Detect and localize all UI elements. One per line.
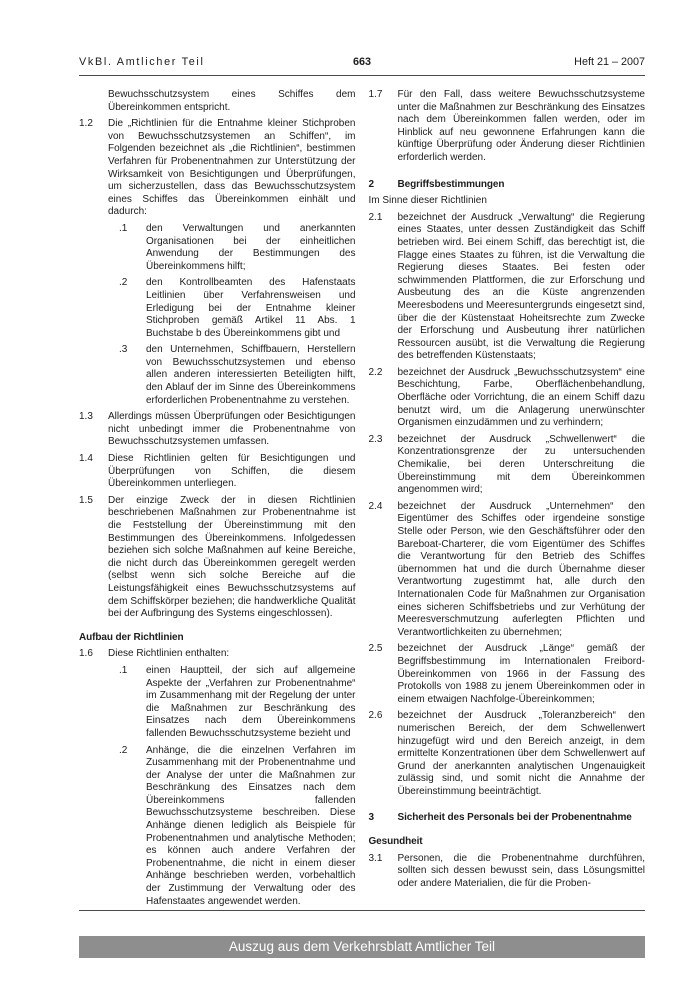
paragraph-text: Allerdings müssen Überprüfungen oder Besichtigungen nicht unbedingt immer die Probenentnahme von Bewuchsschutzsystemen umfassen. [108, 411, 356, 448]
paragraph-text: bezeichnet der Ausdruck „Länge“ gemäß der Begriffsbestimmung im Internationalen Freibord-Übereinkommen von 1966 in der Fassung des Protokolls von 1988 zu jenem Übereinkommen oder in einem etwaigen Nachfolge-Übereinkommen; [397, 643, 645, 705]
section-title: Begriffsbestimmungen [397, 178, 505, 190]
numbered-paragraph [369, 367, 646, 430]
paragraph-number: 2.1 [368, 211, 383, 223]
paragraph-number: 1.3 [79, 411, 93, 423]
sub-paragraph [119, 223, 356, 273]
issue-label: Heft 21 – 2007 [574, 56, 646, 68]
paragraph-number: .2 [119, 744, 128, 756]
right-column [369, 85, 646, 908]
sub-paragraph [119, 344, 356, 407]
two-column-body [79, 85, 645, 908]
numbered-paragraph [369, 89, 646, 165]
footer-rule [79, 910, 645, 911]
numbered-paragraph [369, 643, 646, 706]
paragraph-number: 1.7 [368, 89, 383, 100]
section-heading: Aufbau der Richtlinien [79, 631, 184, 643]
section-heading: Gesundheit [368, 836, 423, 848]
paragraph-text: bezeichnet der Ausdruck „Unternehmen“ den Eigentümer des Schiffes oder irgendeine sonstige Stelle oder Person, wie den Geschäftsführer oder den Bareboat-Charterer, die vom Eigentümer des Schiffes die Verantwortung für den Betrieb des Schiffes übernommen hat und die durch Übernahme dieser Verantwortung zugestimmt hat, alle durch den Internationalen Code für Maßnahmen zur Organisation eines sicheren Schiffsbetriebs und zur Verhütung der Meeresverschmutzung auferlegten Pflichten und Verantwortlichkeiten zu übernehmen; [397, 500, 645, 638]
paragraph-number: 1.5 [79, 494, 93, 506]
numbered-paragraph [79, 648, 356, 661]
paragraph-text: Diese Richtlinien gelten für Besichtigungen und Überprüfungen von Schiffen, die diesem Übereinkommen unterliegen. [108, 453, 356, 490]
sub-paragraph [119, 665, 356, 741]
section-number: 2 [368, 178, 374, 190]
paragraph: Im Sinne dieser Richtlinien [368, 195, 487, 207]
section-heading [369, 179, 646, 192]
paragraph-text: bezeichnet der Ausdruck „Bewuchsschutzsystem“ eine Beschichtung, Farbe, Oberflächenbehandlung, Oberfläche oder Vorrichtung, die an einem Schiff dazu benutzt wird, um die Anlagerung unerwünschter Organismen einzudämmen und zu verhindern; [397, 366, 645, 429]
numbered-paragraph [79, 411, 356, 449]
paragraph-number: 1.6 [79, 648, 93, 660]
section-title: Sicherheit des Personals bei der Probenentnahme [397, 812, 632, 824]
left-column [79, 85, 356, 908]
paragraph-text: Diese Richtlinien enthalten: [108, 648, 230, 660]
numbered-paragraph [369, 710, 646, 798]
paragraph-text: Bewuchsschutzsystem eines Schiffes dem Übereinkommen entspricht. [108, 89, 356, 113]
paragraph-text: einen Hauptteil, der sich auf allgemeine Aspekte der „Verfahren zur Probenentnahme“ im Zusammenhang mit der Regelung der unter die Maßnahmen zur Beschränkung des Einsatzes nach dem Übereinkommens fallenden Bewuchsschutzsysteme bezieht und [146, 664, 356, 739]
paragraph-number: 2.5 [368, 643, 383, 655]
paragraph-number: .1 [119, 664, 128, 676]
paragraph-text: bezeichnet der Ausdruck „Verwaltung“ die Regierung eines Staates, unter dessen Zuständigkeit das Schiff betrieben wird. Bei einem Schiff, das berechtigt ist, die Flagge eines Staates zu führen, ist die Verwaltung die Regierung dieses Staates. Bei festen oder schwimmenden Plattformen, die zur Erforschung und Ausbeutung des an die Küste angrenzenden Meeresbodens und Meeresuntergrunds eingesetzt sind, über die der Küstenstaat Hoheitsrechte zum Zwecke der Erforschung und Ausbeutung ihrer natürlichen Ressourcen ausübt, ist die Verwaltung die Regierung des betreffenden Küstenstaats; [397, 211, 645, 362]
paragraph-text: den Unternehmen, Schiffbauern, Herstellern von Bewuchsschutzsystemen und ebenso allen anderen interessierten Beteiligten hilft, den Ablauf der im Sinne des Übereinkommens erforderlichen Probenentnahme zu verstehen. [146, 344, 356, 406]
paragraph-text: Für den Fall, dass weitere Bewuchsschutzsysteme unter die Maßnahmen zur Beschränkung des Einsatzes nach dem Übereinkommen fallen werden, oder im Hinblick auf neu gewonnene Erfahrungen kann die künftige Überprüfung oder Änderung dieser Richtlinien erforderlich werden. [397, 89, 645, 163]
paragraph-text: den Verwaltungen und anerkannten Organisationen bei der einheitlichen Anwendung der Bestimmungen des Übereinkommens hilft; [146, 222, 356, 272]
paragraph-number: 2.3 [368, 433, 383, 445]
paragraph-number: 2.4 [368, 500, 383, 512]
numbered-paragraph [369, 853, 646, 891]
footer-banner: Auszug aus dem Verkehrsblatt Amtlicher Teil [79, 936, 645, 958]
numbered-paragraph [79, 89, 356, 114]
page [79, 56, 645, 908]
numbered-paragraph [369, 212, 646, 363]
journal-title: VkBl. Amtlicher Teil [79, 56, 205, 68]
paragraph-number: 2.2 [368, 366, 383, 378]
sub-paragraph [119, 745, 356, 909]
paragraph-text: Der einzige Zweck der in diesen Richtlinien beschriebenen Maßnahmen zur Probenentnahme ist die Feststellung der Übereinstimmung mit den Bestimmungen des Übereinkommens. Infolgedessen beziehen sich solche Maßnahmen auf keine Bereiche, die nicht durch das Übereinkommen geregelt werden (selbst wenn sich solche Bereiche auf die Leistungsfähigkeit eines Bewuchsschutzsystems auf dem Schiffskörper beziehen; die handwerkliche Qualität bei der Aufbringung des Systems eingeschlossen). [108, 494, 356, 620]
paragraph-number: .2 [119, 277, 128, 289]
paragraph-text: Anhänge, die die einzelnen Verfahren im Zusammenhang mit der Probenentnahme und der Analyse der unter die Maßnahmen zur Beschränkung des Einsatzes nach dem Übereinkommens fallenden Bewuchsschutzsysteme beschreiben. Diese Anhänge dienen lediglich als Beispiele für Probenentnahmen und analytische Methoden; es können auch andere Verfahren der Probenentnahme, die nicht in einem dieser Anhänge beschrieben werden, vorbehaltlich der Zustimmung der Verwaltung oder des Hafenstaates angewendet werden. [146, 744, 356, 907]
paragraph-text: den Kontrollbeamten des Hafenstaats Leitlinien über Verfahrensweisen und Erledigung bei der Entnahme kleiner Stichproben gemäß Artikel 11 Abs. 1 Buchstabe b des Übereinkommens gibt und [146, 277, 356, 339]
paragraph-number: .3 [119, 344, 128, 356]
page-header [79, 56, 645, 76]
numbered-paragraph [369, 501, 646, 640]
paragraph-number: 1.4 [79, 453, 93, 465]
paragraph-text: Personen, die die Probenentnahme durchführen, sollten sich dessen bewusst sein, dass Lösungsmittel oder andere Materialien, die für die Proben- [397, 852, 645, 889]
sub-paragraph [119, 277, 356, 340]
numbered-paragraph [79, 495, 356, 621]
paragraph-number: 1.2 [79, 118, 93, 130]
paragraph-text: bezeichnet der Ausdruck „Toleranzbereich“ den numerischen Bereich, der dem Schwellenwert hinzugefügt wird und den Bereich anzeigt, in dem ermittelte Konzentrationen über dem Schwellenwert auf Grund der anerkannten analytischen Ungenauigkeit zulässig sind, und somit nicht die Annahme der Übereinstimmung beeinträchtigt. [397, 710, 645, 797]
page-number: 663 [353, 56, 372, 68]
section-heading [369, 812, 646, 825]
paragraph-number [79, 89, 108, 114]
paragraph-number: .1 [119, 222, 128, 234]
paragraph-text: Die „Richtlinien für die Entnahme kleiner Stichproben von Bewuchsschutzsystemen an Schiffen“, im Folgenden bezeichnet als „die Richtlinien“, bestimmen Verfahren für Probenentnahmen zur Unterstützung der Wirksamkeit von Besichtigungen und Überprüfungen, um sicherzustellen, dass das Bewuchsschutzsystem eines Schiffes das Übereinkommen einhält und dadurch: [108, 118, 356, 218]
paragraph-number: 2.6 [368, 710, 383, 722]
paragraph-number: 3.1 [368, 852, 383, 864]
numbered-paragraph [79, 453, 356, 491]
numbered-paragraph [79, 118, 356, 219]
numbered-paragraph [369, 434, 646, 497]
section-number: 3 [368, 812, 374, 824]
paragraph-text: bezeichnet der Ausdruck „Schwellenwert“ die Konzentrationsgrenze der zu untersuchenden Chemikalie, bei deren Unterschreitung die Übereinstimmung mit dem Übereinkommen angenommen wird; [397, 433, 645, 496]
